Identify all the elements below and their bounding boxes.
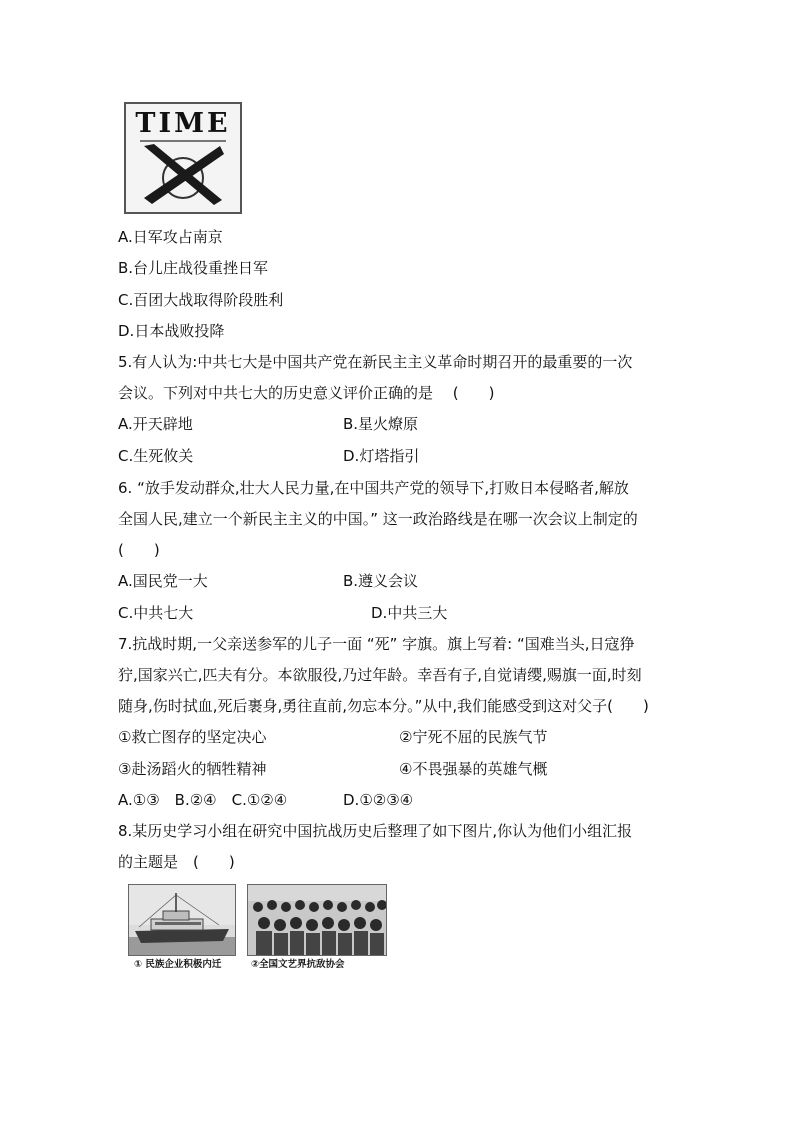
q7-statement-1: ①救亡图存的坚定决心 <box>118 728 267 746</box>
photo2-caption: ②全国文艺界抗敌协会 <box>251 959 345 970</box>
q7-option-d: D.①②③④ <box>343 791 414 809</box>
q8-stem-line2: 的主题是 ( ) <box>118 853 235 871</box>
ship-photo <box>128 884 236 956</box>
q4-option-b: B.台儿庄战役重挫日军 <box>118 259 269 277</box>
q7-stem-line3: 随身,伤时拭血,死后裹身,勇往直前,勿忘本分。”从中,我们能感受到这对父子( ) <box>118 697 649 715</box>
q5-option-c: C.生死攸关 <box>118 447 194 465</box>
photo1-caption: ① 民族企业积极内迁 <box>134 959 222 970</box>
crossed-propeller-icon <box>136 142 230 208</box>
q5-option-b: B.星火燎原 <box>343 415 419 433</box>
q6-option-a: A.国民党一大 <box>118 572 208 590</box>
q7-statement-4: ④不畏强暴的英雄气概 <box>399 760 548 778</box>
q6-option-c: C.中共七大 <box>118 604 194 622</box>
q7-statement-3: ③赴汤蹈火的牺牲精神 <box>118 760 267 778</box>
q7-stem-line1: 7.抗战时期,一父亲送参军的儿子一面 “死” 字旗。旗上写着: “国难当头,日寇狰 <box>118 635 635 653</box>
group-photo <box>247 884 387 956</box>
q5-stem-line1: 5.有人认为:中共七大是中国共产党在新民主主义革命时期召开的最重要的一次 <box>118 353 633 371</box>
q7-options-abc: A.①③ B.②④ C.①②④ <box>118 791 288 809</box>
q4-option-d: D.日本战败投降 <box>118 322 225 340</box>
time-masthead: TIME <box>135 108 231 139</box>
q6-stem-line3: ( ) <box>118 541 160 559</box>
q5-option-a: A.开天辟地 <box>118 415 193 433</box>
q6-option-b: B.遵义会议 <box>343 572 419 590</box>
q6-option-d: D.中共三大 <box>371 604 448 622</box>
q5-option-d: D.灯塔指引 <box>343 447 420 465</box>
q6-stem-line2: 全国人民,建立一个新民主主义的中国。” 这一政治路线是在哪一次会议上制定的 <box>118 510 638 528</box>
q8-stem-line1: 8.某历史学习小组在研究中国抗战历史后整理了如下图片,你认为他们小组汇报 <box>118 822 633 840</box>
q7-statement-2: ②宁死不屈的民族气节 <box>399 728 548 746</box>
q6-stem-line1: 6. “放手发动群众,壮大人民力量,在中国共产党的领导下,打败日本侵略者,解放 <box>118 479 629 497</box>
q5-stem-line2: 会议。下列对中共七大的历史意义评价正确的是 ( ) <box>118 384 495 402</box>
time-magazine-cover <box>124 102 242 214</box>
q7-stem-line2: 狞,国家兴亡,匹夫有分。本欲服役,乃过年龄。幸吾有子,自觉请缨,赐旗一面,时刻 <box>118 666 642 684</box>
q4-option-a: A.日军攻占南京 <box>118 228 223 246</box>
q4-option-c: C.百团大战取得阶段胜利 <box>118 291 284 309</box>
